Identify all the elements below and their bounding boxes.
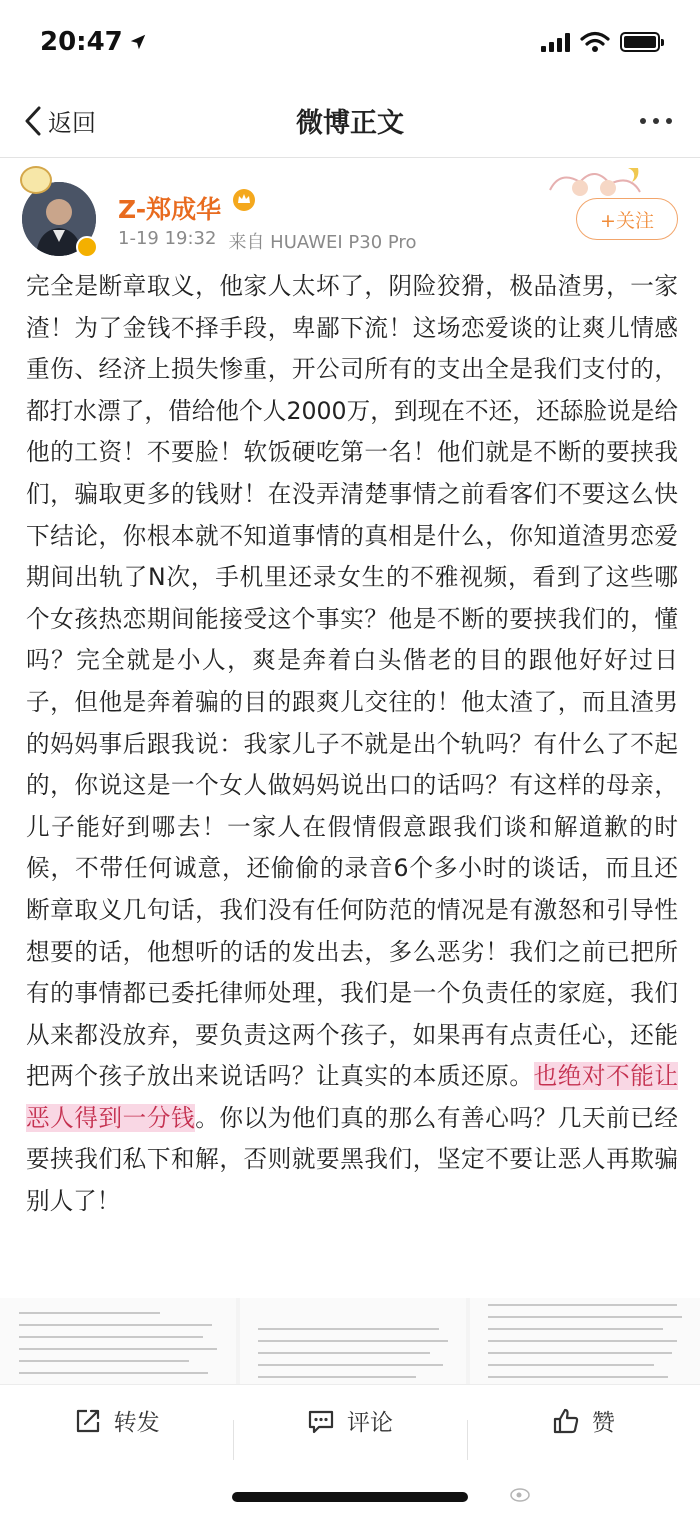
comment-icon bbox=[307, 1407, 335, 1435]
location-arrow-icon bbox=[129, 33, 147, 51]
post-images bbox=[0, 1298, 700, 1384]
action-bar bbox=[0, 1384, 700, 1456]
post-header bbox=[0, 158, 700, 268]
wifi-icon bbox=[580, 31, 610, 53]
thumbs-up-icon bbox=[552, 1407, 580, 1435]
chevron-left-icon bbox=[22, 104, 44, 138]
comment-label: 评论 bbox=[346, 1410, 393, 1436]
post-text-end: 。你以为他们真的那么有善心吗？几天前已经要挟我们私下和解，否则就要黑我们，坚定不要让恶人再欺骗别人了！ bbox=[26, 1103, 678, 1216]
more-dot bbox=[666, 118, 672, 124]
post-text-highlight: 也绝对不能让恶人得到一分钱 bbox=[26, 1062, 679, 1132]
crown-icon bbox=[232, 188, 256, 212]
like-button[interactable] bbox=[467, 1404, 700, 1437]
post-timestamp: 1-19 19:32 bbox=[118, 228, 217, 249]
back-label: 返回 bbox=[48, 109, 96, 137]
more-dot bbox=[640, 118, 646, 124]
status-time-group bbox=[40, 27, 147, 57]
post-image[interactable] bbox=[240, 1298, 466, 1384]
follow-button[interactable]: +关注 bbox=[576, 198, 678, 240]
repost-label: 转发 bbox=[113, 1410, 160, 1436]
signal-icon bbox=[541, 32, 570, 52]
repost-icon bbox=[74, 1407, 102, 1435]
battery-icon bbox=[620, 32, 660, 52]
repost-button[interactable] bbox=[0, 1404, 233, 1437]
author-name[interactable]: Z-郑成华 bbox=[118, 195, 222, 224]
weibo-watermark bbox=[510, 1484, 532, 1502]
post-source: 来自 HUAWEI P30 Pro bbox=[228, 232, 417, 253]
back-button[interactable] bbox=[22, 103, 96, 138]
post-meta bbox=[118, 228, 416, 254]
like-label: 赞 bbox=[591, 1410, 615, 1436]
status-bar bbox=[0, 0, 700, 84]
home-indicator[interactable] bbox=[232, 1492, 468, 1502]
avatar-decoration-icon bbox=[20, 166, 52, 194]
post-image[interactable] bbox=[0, 1298, 236, 1384]
verified-badge-icon bbox=[76, 236, 98, 258]
post-body bbox=[26, 266, 678, 1223]
more-button[interactable] bbox=[634, 112, 678, 130]
weibo-logo-icon bbox=[510, 1484, 532, 1502]
page-title: 微博正文 bbox=[296, 108, 404, 139]
comment-button[interactable] bbox=[233, 1404, 466, 1437]
nav-bar bbox=[0, 84, 700, 158]
post-image[interactable] bbox=[470, 1298, 700, 1384]
status-time: 20:47 bbox=[40, 27, 123, 57]
post-text: 完全是断章取义，他家人太坏了，阴险狡猾，极品渣男，一家渣！为了金钱不择手段，卑鄙下流！这场恋爱谈的让爽儿情感重伤、经济上损失惨重，开公司所有的支出全是我们支付的，都打水漂了，借给他个人2000万，到现在不还，还舔脸说是给他的工资！不要脸！软饭硬吃第一名！他们就是不断的要挟我们，骗取更多的钱财！在没弄清楚事情之前看客们不要这么快下结论，你根本就不知道事情的真相是什么，你知道渣男恋爱期间出轨了N次，手机里还录女生的不雅视频，看到了这些哪个女孩热恋期间能接受这个事实？他是不断的要挟我们的，懂吗？完全就是小人，爽是奔着白头偕老的目的跟他好好过日子，但他是奔着骗的目的跟爽儿交往的！他太渣了，而且渣男的妈妈事后跟我说：我家儿子不就是出个轨吗？有什么了不起的，你说这是一个女人做妈妈说出口的话吗？有这样的母亲，儿子能好到哪去！一家人在假情假意跟我们谈和解道歉的时候，不带任何诚意，还偷偷的录音6个多小时的谈话，而且还断章取义几句话，我们没有任何防范的情况是有激怒和引导性想要的话，他想听的话的发出去，多么恶劣！我们之前已把所有的事情都已委托律师处理，我们是一个负责任的家庭，我们从来都没放弃，要负责这两个孩子，如果再有点责任心，还能把两个孩子放出来说话吗？让真实的本质还原。 bbox=[26, 272, 678, 1091]
more-dot bbox=[653, 118, 659, 124]
status-indicators bbox=[541, 31, 660, 53]
